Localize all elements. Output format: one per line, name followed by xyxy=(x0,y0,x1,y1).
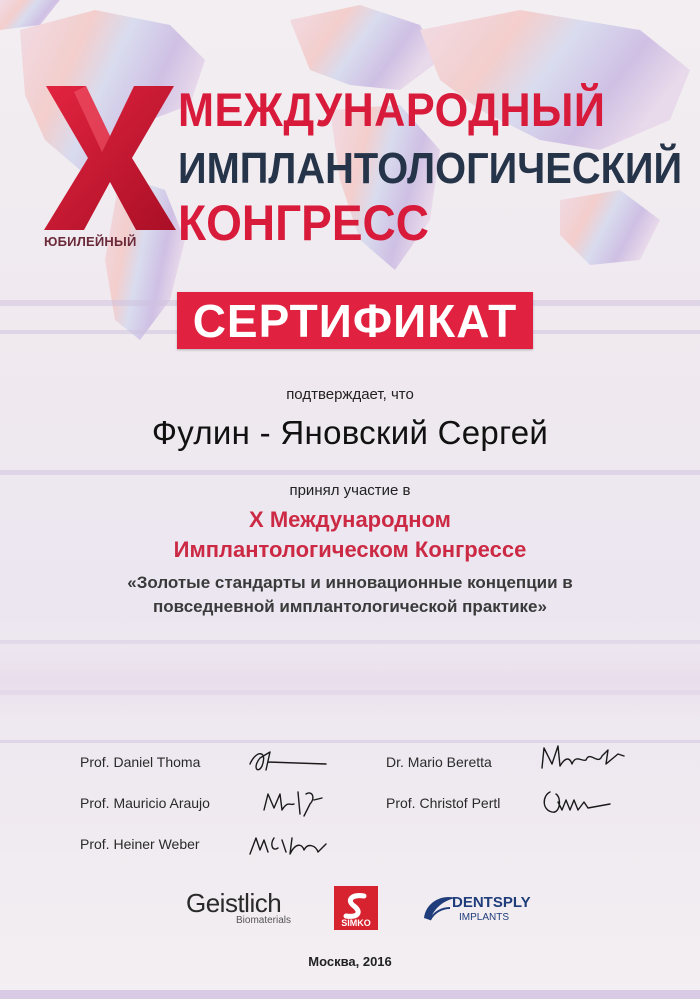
signatory-name: Dr. Mario Beretta xyxy=(386,754,492,770)
signature-beretta xyxy=(538,740,628,776)
geistlich-logo: Geistlich xyxy=(186,888,282,918)
signatory-name: Prof. Christof Pertl xyxy=(386,795,501,811)
signature-weber xyxy=(246,830,330,860)
title-line-international: МЕЖДУНАРОДНЫЙ xyxy=(178,83,606,136)
simko-label: SIMKO xyxy=(341,918,371,928)
signature-araujo xyxy=(260,786,326,820)
event-theme-line1: «Золотые стандарты и инновационные концепции в xyxy=(127,573,573,592)
event-name-line1: X Международном xyxy=(249,507,451,532)
title-line-congress: КОНГРЕСС xyxy=(178,195,429,251)
signature-pertl xyxy=(540,786,614,818)
signature-thoma xyxy=(246,744,330,778)
certificate-banner xyxy=(177,292,533,349)
event-theme-line2: повседневной имплантологической практике» xyxy=(153,597,547,616)
dentsply-subtitle: IMPLANTS xyxy=(459,912,510,923)
participation-text: принял участие в xyxy=(289,482,411,499)
signatory-name: Prof. Daniel Thoma xyxy=(80,754,201,770)
city-year: Москва, 2016 xyxy=(308,954,392,969)
geistlich-subtitle: Biomaterials xyxy=(236,915,292,926)
event-name-line2: Имплантологическом Конгрессе xyxy=(173,537,527,562)
x-numeral-logo xyxy=(40,78,180,238)
recipient-name: Фулин - Яновский Сергей xyxy=(151,414,549,451)
signatory-name: Prof. Mauricio Araujo xyxy=(80,795,210,811)
certificate-label: СЕРТИФИКАТ xyxy=(192,295,518,347)
dentsply-logo-text: DENTSPLY xyxy=(452,894,531,911)
confirms-text: подтверждает, что xyxy=(286,386,414,403)
title-line-implantology: ИМПЛАНТОЛОГИЧЕСКИЙ xyxy=(178,144,683,193)
signatory-name: Prof. Heiner Weber xyxy=(80,836,200,852)
jubilee-label: ЮБИЛЕЙНЫЙ xyxy=(44,234,137,249)
